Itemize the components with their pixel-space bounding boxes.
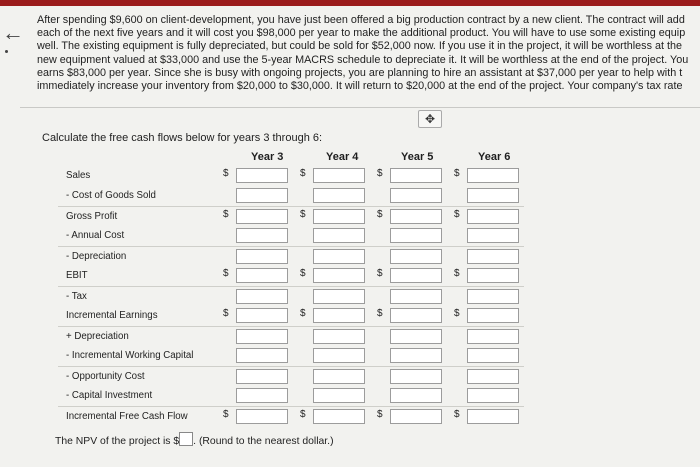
- amount-input[interactable]: [236, 348, 288, 363]
- problem-line: After spending $9,600 on client-development, you have just been offered a big production contract by a new client. The contract will add: [37, 14, 685, 26]
- amount-input[interactable]: [467, 188, 519, 203]
- instruction-text: Calculate the free cash flows below for years 3 through 6:: [42, 132, 323, 144]
- table-row: [58, 166, 524, 186]
- column-header-year-4: Year 4: [326, 151, 359, 163]
- currency-symbol: $: [377, 168, 383, 179]
- amount-input[interactable]: [467, 348, 519, 363]
- currency-symbol: $: [223, 409, 229, 420]
- currency-symbol: $: [223, 308, 229, 319]
- currency-symbol: $: [300, 168, 306, 179]
- table-row: [58, 206, 524, 227]
- npv-question: [55, 432, 334, 447]
- amount-input[interactable]: [313, 188, 365, 203]
- amount-input[interactable]: [390, 209, 442, 224]
- column-header-year-6: Year 6: [478, 151, 511, 163]
- move-handle-icon[interactable]: ✥: [418, 110, 442, 128]
- amount-input[interactable]: [313, 268, 365, 283]
- amount-input[interactable]: [390, 409, 442, 424]
- table-row: [58, 266, 524, 286]
- back-arrow-icon[interactable]: ←: [2, 20, 24, 45]
- row-label: Incremental Free Cash Flow: [66, 411, 188, 422]
- amount-input[interactable]: [313, 289, 365, 304]
- amount-input[interactable]: [467, 168, 519, 183]
- amount-input[interactable]: [390, 188, 442, 203]
- table-row: [58, 326, 524, 347]
- amount-input[interactable]: [313, 388, 365, 403]
- amount-input[interactable]: [236, 209, 288, 224]
- table-row: [58, 406, 524, 427]
- row-label: - Opportunity Cost: [66, 371, 145, 382]
- problem-line: immediately increase your inventory from $20,000 to $30,000. It will return to $20,000 at the end of the project. Your company's tax rate: [37, 80, 683, 93]
- problem-line: earns $83,000 per year. Since she is busy with ongoing projects, you are planning to hire an assistant at $37,000 per year to help with t: [37, 66, 683, 79]
- currency-symbol: $: [454, 409, 460, 420]
- currency-symbol: $: [454, 268, 460, 279]
- npv-suffix: . (Round to the nearest dollar.): [193, 436, 334, 447]
- bullet-dot: [5, 50, 8, 53]
- amount-input[interactable]: [467, 209, 519, 224]
- currency-symbol: $: [454, 308, 460, 319]
- amount-input[interactable]: [313, 308, 365, 323]
- amount-input[interactable]: [313, 228, 365, 243]
- problem-line: new equipment valued at $33,000 and use the 5-year MACRS schedule to depreciate it. It will be worthless at the end of the project. You: [37, 53, 689, 66]
- section-divider: [20, 107, 700, 108]
- amount-input[interactable]: [467, 228, 519, 243]
- currency-symbol: $: [223, 209, 229, 220]
- currency-symbol: $: [223, 268, 229, 279]
- table-row: [58, 366, 524, 387]
- amount-input[interactable]: [390, 268, 442, 283]
- amount-input[interactable]: [236, 329, 288, 344]
- amount-input[interactable]: [236, 289, 288, 304]
- amount-input[interactable]: [390, 289, 442, 304]
- currency-symbol: $: [377, 209, 383, 220]
- currency-symbol: $: [454, 209, 460, 220]
- top-accent-bar: [0, 0, 700, 6]
- amount-input[interactable]: [236, 228, 288, 243]
- amount-input[interactable]: [313, 369, 365, 384]
- amount-input[interactable]: [313, 409, 365, 424]
- currency-symbol: $: [300, 409, 306, 420]
- amount-input[interactable]: [467, 268, 519, 283]
- amount-input[interactable]: [390, 249, 442, 264]
- problem-line: well. The existing equipment is fully depreciated, but could be sold for $52,000 now. If you use it in the project, it will be worthless at the: [37, 40, 682, 53]
- currency-symbol: $: [377, 308, 383, 319]
- amount-input[interactable]: [467, 369, 519, 384]
- problem-statement: [37, 14, 700, 93]
- row-label: EBIT: [66, 270, 88, 281]
- table-row: [58, 186, 524, 206]
- currency-symbol: $: [377, 409, 383, 420]
- amount-input[interactable]: [313, 348, 365, 363]
- problem-line: each of the next five years and it will cost you $98,000 per year to make the additional product. You will have to use some existing equip: [37, 27, 686, 40]
- amount-input[interactable]: [390, 369, 442, 384]
- table-row: [58, 306, 524, 326]
- amount-input[interactable]: [236, 268, 288, 283]
- table-row: [58, 286, 524, 307]
- amount-input[interactable]: [390, 228, 442, 243]
- currency-symbol: $: [454, 168, 460, 179]
- amount-input[interactable]: [313, 209, 365, 224]
- table-row: [58, 386, 524, 406]
- amount-input[interactable]: [313, 249, 365, 264]
- amount-input[interactable]: [236, 249, 288, 264]
- free-cash-flow-table: [58, 166, 524, 424]
- npv-prefix: The NPV of the project is $: [55, 436, 180, 447]
- amount-input[interactable]: [390, 168, 442, 183]
- row-label: - Tax: [66, 291, 87, 302]
- currency-symbol: $: [300, 308, 306, 319]
- amount-input[interactable]: [467, 308, 519, 323]
- column-header-year-3: Year 3: [251, 151, 284, 163]
- amount-input[interactable]: [467, 409, 519, 424]
- currency-symbol: $: [377, 268, 383, 279]
- row-label: + Depreciation: [66, 331, 129, 342]
- amount-input[interactable]: [467, 289, 519, 304]
- row-label: - Cost of Goods Sold: [66, 190, 156, 201]
- row-label: - Annual Cost: [66, 230, 125, 241]
- amount-input[interactable]: [313, 329, 365, 344]
- amount-input[interactable]: [236, 188, 288, 203]
- currency-symbol: $: [300, 209, 306, 220]
- npv-input[interactable]: [179, 432, 193, 446]
- row-label: Sales: [66, 170, 91, 181]
- table-row: [58, 226, 524, 246]
- currency-symbol: $: [300, 268, 306, 279]
- amount-input[interactable]: [236, 409, 288, 424]
- amount-input[interactable]: [313, 168, 365, 183]
- amount-input[interactable]: [236, 388, 288, 403]
- amount-input[interactable]: [390, 329, 442, 344]
- amount-input[interactable]: [467, 329, 519, 344]
- row-label: - Depreciation: [66, 251, 127, 262]
- currency-symbol: $: [223, 168, 229, 179]
- table-row: [58, 246, 524, 267]
- amount-input[interactable]: [390, 348, 442, 363]
- amount-input[interactable]: [236, 168, 288, 183]
- amount-input[interactable]: [467, 249, 519, 264]
- amount-input[interactable]: [236, 369, 288, 384]
- row-label: - Incremental Working Capital: [66, 350, 194, 361]
- row-label: Gross Profit: [66, 211, 118, 222]
- amount-input[interactable]: [390, 388, 442, 403]
- column-header-year-5: Year 5: [401, 151, 434, 163]
- row-label: - Capital Investment: [66, 390, 153, 401]
- table-row: [58, 346, 524, 366]
- amount-input[interactable]: [236, 308, 288, 323]
- amount-input[interactable]: [390, 308, 442, 323]
- amount-input[interactable]: [467, 388, 519, 403]
- row-label: Incremental Earnings: [66, 310, 158, 321]
